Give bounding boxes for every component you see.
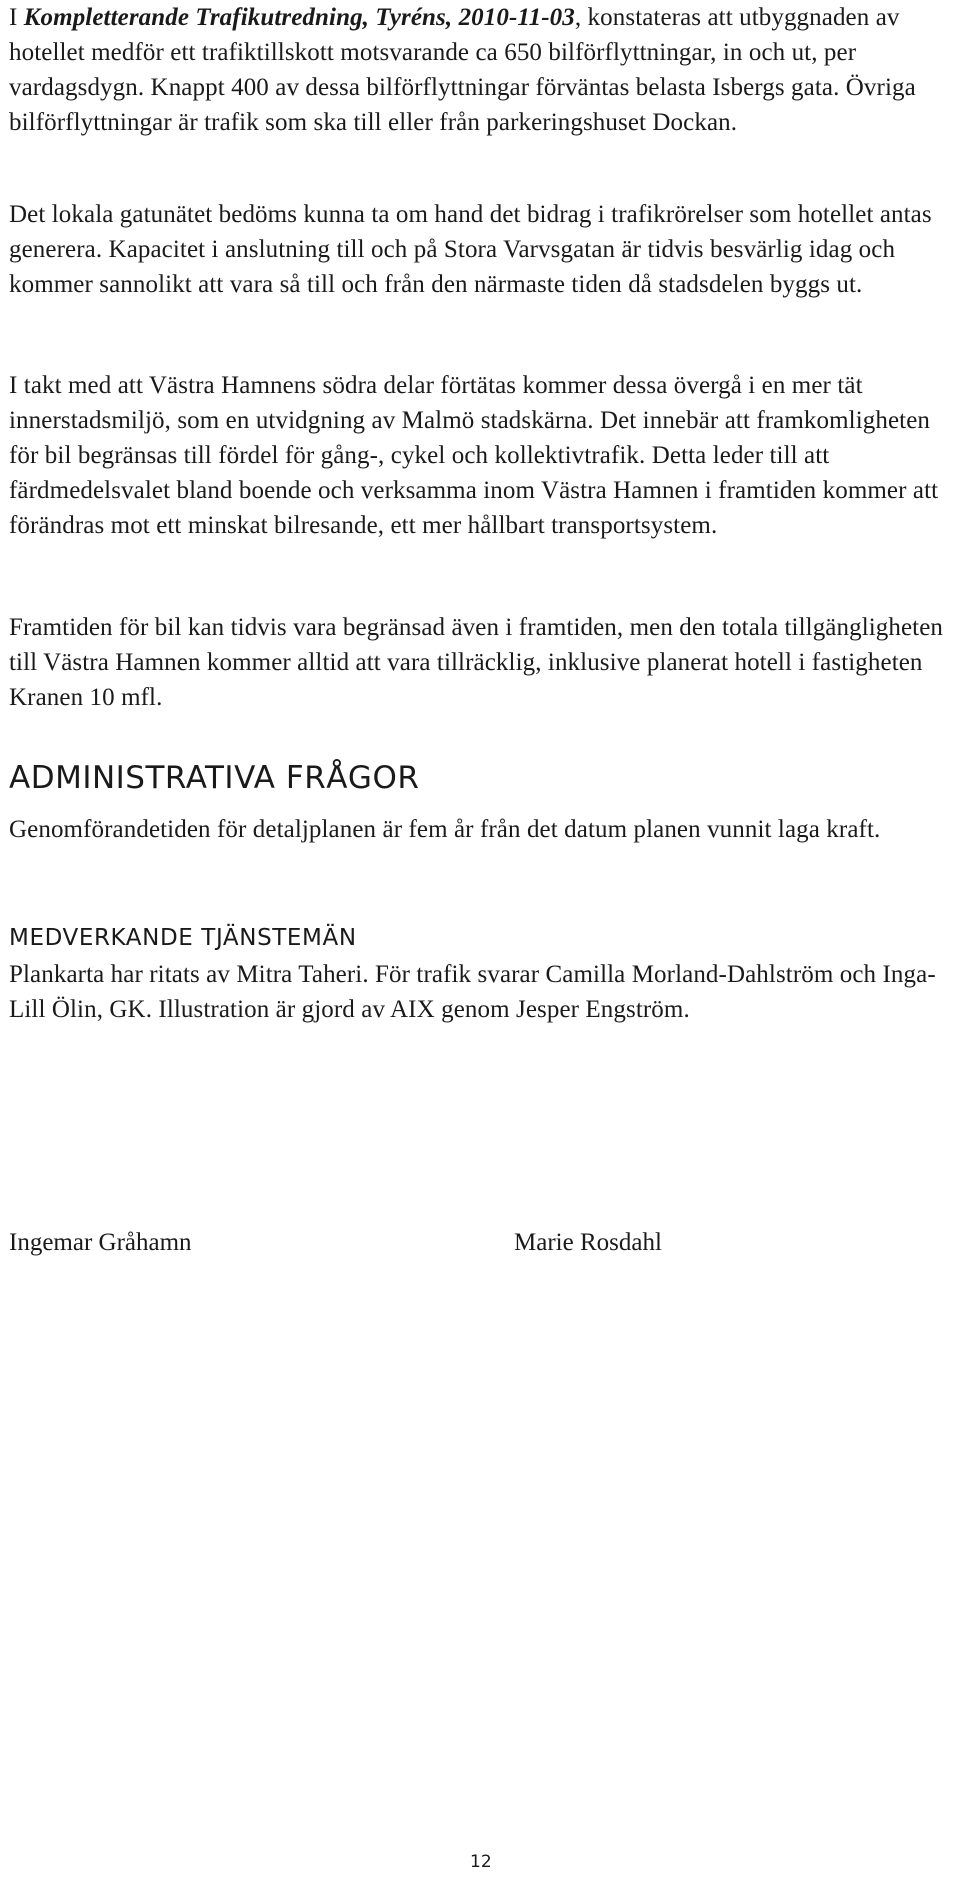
- signature-name-right: Marie Rosdahl: [514, 1229, 662, 1256]
- signature-name-left: Ingemar Gråhamn: [9, 1229, 192, 1256]
- section-heading-administrative: ADMINISTRATIVA FRÅGOR: [9, 760, 420, 796]
- street-network-paragraph: Det lokala gatunätet bedöms kunna ta om hand det bidrag i trafikrörelser som hotellet antas generera. Kapacitet i anslutning till och på Stora Varvsgatan är tidvis besvärlig idag och kommer sannolikt att vara så till och från den närmaste tiden då stadsdelen byggs ut.: [9, 201, 932, 298]
- contributors-paragraph: Plankarta har ritats av Mitra Taheri. För trafik svarar Camilla Morland-Dahlström och Inga-Lill Ölin, GK. Illustration är gjord av AIX genom Jesper Engström.: [9, 961, 936, 1023]
- implementation-period-paragraph: Genomförandetiden för detaljplanen är fem år från det datum planen vunnit laga kraft.: [9, 816, 881, 843]
- densification-paragraph: I takt med att Västra Hamnens södra delar förtätas kommer dessa övergå i en mer tät innerstadsmiljö, som en utvidgning av Malmö stadskärna. Det innebär att framkomligheten för bil begränsas till fördel för gång-, cykel och kollektivtrafik. Detta leder till att färdmedelsvalet bland boende och verksamma inom Västra Hamnen i framtiden kommer att förändras mot ett minskat bilresande, ett mer hållbart transportsystem.: [9, 372, 939, 539]
- traffic-report-paragraph: [9, 0, 954, 140]
- paragraph-prefix: I: [9, 4, 24, 31]
- paragraph-text: , konstateras att utbyggnaden av hotellet medför ett trafiktillskott motsvarande ca 650 bilförflyttningar, in och ut, per vardagsdygn. Knappt 400 av dessa bilförflyttningar förväntas belasta Isbergs gata. Övriga bilförflyttningar är trafik som ska till eller från parkeringshuset Dockan.: [9, 4, 916, 136]
- report-reference: Kompletterande Trafikutredning, Tyréns, 2010-11-03: [23, 4, 575, 31]
- accessibility-paragraph: Framtiden för bil kan tidvis vara begränsad även i framtiden, men den totala tillgängligheten till Västra Hamnen kommer alltid att vara tillräcklig, inklusive planerat hotell i fastigheten Kranen 10 mfl.: [9, 614, 944, 711]
- subsection-heading-staff: MEDVERKANDE TJÄNSTEMÄN: [9, 925, 357, 951]
- page-number: 12: [470, 1852, 492, 1872]
